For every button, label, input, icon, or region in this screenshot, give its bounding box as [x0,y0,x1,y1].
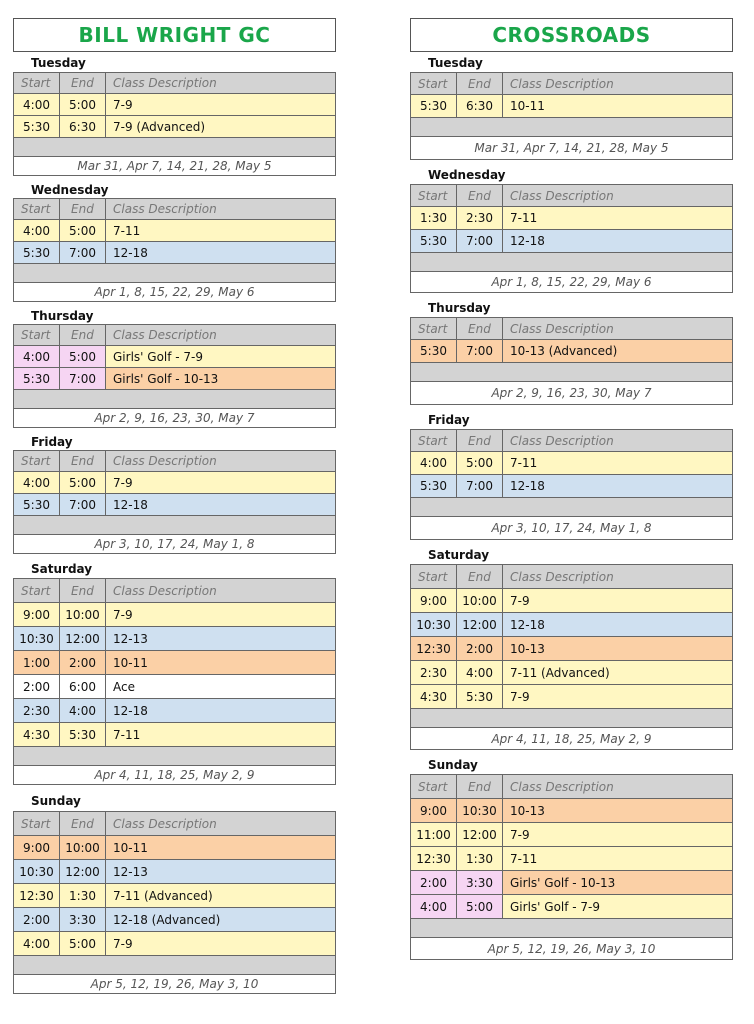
header-start: Start [411,775,457,799]
header-start: Start [14,325,60,346]
start-time: 10:30 [14,860,60,884]
session-dates: Apr 1, 8, 15, 22, 29, May 6 [411,272,733,293]
class-description: Ace [106,675,336,699]
header-start: Start [411,185,457,207]
table-row [411,847,733,871]
end-time: 5:00 [60,220,106,242]
session-dates-row [14,766,336,785]
header-description: Class Description [503,565,733,589]
start-time: 1:00 [14,651,60,675]
start-time: 2:00 [14,908,60,932]
end-time: 10:00 [60,836,106,860]
table-row [411,661,733,685]
spacer-row [14,516,336,535]
table-row [14,603,336,627]
end-time: 12:00 [60,627,106,651]
header-start: Start [14,451,60,472]
day-block [410,52,733,160]
end-time: 10:30 [457,799,503,823]
schedule-table [410,429,733,540]
table-row [14,651,336,675]
table-header-row [411,430,733,452]
day-label: Thursday [31,309,94,323]
day-block [13,180,336,302]
table-header-row [14,451,336,472]
table-row [14,368,336,390]
end-time: 12:00 [457,613,503,637]
class-description: 7-11 [503,207,733,230]
spacer-cell [411,919,733,938]
start-time: 2:00 [411,871,457,895]
spacer-row [14,390,336,409]
venue-column-crossroads [410,18,733,960]
start-time: 4:00 [14,220,60,242]
table-row [14,116,336,138]
schedule-table [13,198,336,302]
start-time: 12:30 [14,884,60,908]
start-time: 4:00 [411,452,457,475]
spacer-row [14,138,336,157]
spacer-row [411,253,733,272]
class-description: 12-18 [503,230,733,253]
class-description: 7-9 [106,472,336,494]
class-description: 7-9 [106,94,336,116]
spacer-row [411,709,733,728]
table-row [14,836,336,860]
spacer-cell [14,390,336,409]
table-row [14,699,336,723]
day-block [13,306,336,428]
header-start: Start [14,73,60,94]
session-dates: Apr 2, 9, 16, 23, 30, May 7 [411,382,733,405]
start-time: 4:00 [411,895,457,919]
start-time: 11:00 [411,823,457,847]
start-time: 5:30 [14,368,60,390]
start-time: 5:30 [411,230,457,253]
class-description: 7-11 [503,847,733,871]
start-time: 5:30 [14,116,60,138]
session-dates: Apr 3, 10, 17, 24, May 1, 8 [411,517,733,540]
table-header-row [14,325,336,346]
end-time: 3:30 [457,871,503,895]
day-block [410,297,733,405]
table-header-row [411,185,733,207]
day-label: Thursday [428,301,491,315]
class-description: 10-13 (Advanced) [503,340,733,363]
table-row [14,472,336,494]
venue-title: CROSSROADS [410,18,733,52]
table-header-row [411,775,733,799]
spacer-cell [14,138,336,157]
table-header-row [411,318,733,340]
table-row [14,627,336,651]
table-row [14,723,336,747]
session-dates: Apr 5, 12, 19, 26, May 3, 10 [411,938,733,960]
day-label: Tuesday [428,56,483,70]
end-time: 7:00 [60,494,106,516]
spacer-row [411,498,733,517]
header-description: Class Description [503,185,733,207]
start-time: 9:00 [14,603,60,627]
spacer-row [14,747,336,766]
table-header-row [14,73,336,94]
header-start: Start [411,430,457,452]
day-label: Wednesday [31,183,109,197]
spacer-cell [411,253,733,272]
session-dates: Apr 2, 9, 16, 23, 30, May 7 [14,409,336,428]
end-time: 7:00 [457,340,503,363]
end-time: 3:30 [60,908,106,932]
table-row [411,340,733,363]
header-start: Start [14,812,60,836]
header-end: End [60,325,106,346]
class-description: Girls' Golf - 10-13 [503,871,733,895]
table-header-row [14,812,336,836]
table-row [14,494,336,516]
start-time: 5:30 [14,242,60,264]
class-description: 7-9 [503,589,733,613]
class-description: 7-11 [503,452,733,475]
table-row [411,823,733,847]
session-dates: Apr 3, 10, 17, 24, May 1, 8 [14,535,336,554]
start-time: 4:30 [411,685,457,709]
start-time: 10:30 [411,613,457,637]
session-dates: Apr 4, 11, 18, 25, May 2, 9 [14,766,336,785]
table-row [411,95,733,118]
header-description: Class Description [106,579,336,603]
day-block [410,164,733,293]
session-dates-row [411,938,733,960]
end-time: 5:00 [60,932,106,956]
session-dates-row [14,975,336,994]
header-end: End [457,430,503,452]
end-time: 6:00 [60,675,106,699]
header-start: Start [411,318,457,340]
class-description: 7-9 [106,603,336,627]
start-time: 4:00 [14,472,60,494]
schedule-table [13,72,336,176]
table-row [14,242,336,264]
schedule-table [13,811,336,994]
schedule-table [13,578,336,785]
end-time: 10:00 [60,603,106,627]
spacer-cell [14,747,336,766]
class-description: 7-11 (Advanced) [503,661,733,685]
end-time: 5:00 [60,346,106,368]
session-dates-row [411,382,733,405]
schedule-table [410,774,733,960]
end-time: 5:30 [457,685,503,709]
session-dates: Apr 5, 12, 19, 26, May 3, 10 [14,975,336,994]
table-row [14,932,336,956]
start-time: 9:00 [411,589,457,613]
class-description: 12-18 [106,699,336,723]
start-time: 1:30 [411,207,457,230]
end-time: 2:00 [457,637,503,661]
schedule-table [410,317,733,405]
end-time: 10:00 [457,589,503,613]
schedule-table [13,450,336,554]
table-header-row [411,565,733,589]
spacer-row [411,363,733,382]
spacer-row [411,919,733,938]
end-time: 7:00 [457,230,503,253]
venue-title: BILL WRIGHT GC [13,18,336,52]
day-label: Wednesday [428,168,506,182]
start-time: 2:00 [14,675,60,699]
spacer-cell [411,118,733,137]
day-block [13,789,336,994]
day-label: Saturday [428,548,490,562]
end-time: 5:30 [60,723,106,747]
day-block [410,544,733,750]
class-description: 12-18 [503,475,733,498]
session-dates-row [14,535,336,554]
header-end: End [457,73,503,95]
class-description: Girls' Golf - 10-13 [106,368,336,390]
spacer-row [14,956,336,975]
start-time: 4:00 [14,346,60,368]
header-description: Class Description [503,73,733,95]
class-description: 7-9 (Advanced) [106,116,336,138]
header-description: Class Description [106,199,336,220]
table-header-row [411,73,733,95]
schedule-table [410,564,733,750]
start-time: 4:00 [14,94,60,116]
session-dates: Apr 4, 11, 18, 25, May 2, 9 [411,728,733,750]
day-block [13,52,336,176]
day-label: Saturday [31,562,93,576]
session-dates: Apr 1, 8, 15, 22, 29, May 6 [14,283,336,302]
day-block [13,558,336,785]
day-label: Sunday [31,794,81,808]
day-block [410,409,733,540]
spacer-cell [411,709,733,728]
header-start: Start [411,73,457,95]
header-end: End [457,318,503,340]
session-dates: Mar 31, Apr 7, 14, 21, 28, May 5 [14,157,336,176]
class-description: 12-13 [106,860,336,884]
session-dates-row [14,283,336,302]
table-header-row [14,579,336,603]
session-dates-row [14,157,336,176]
class-description: 10-13 [503,799,733,823]
table-row [411,799,733,823]
header-start: Start [14,199,60,220]
header-description: Class Description [106,812,336,836]
session-dates-row [411,272,733,293]
session-dates: Mar 31, Apr 7, 14, 21, 28, May 5 [411,137,733,160]
class-description: 7-11 [106,220,336,242]
header-end: End [457,565,503,589]
schedule-table [410,72,733,160]
class-description: 12-18 (Advanced) [106,908,336,932]
header-description: Class Description [106,73,336,94]
end-time: 5:00 [60,472,106,494]
header-description: Class Description [106,325,336,346]
day-block [13,432,336,554]
spacer-row [411,118,733,137]
session-dates-row [411,517,733,540]
header-description: Class Description [503,775,733,799]
start-time: 9:00 [411,799,457,823]
header-description: Class Description [503,430,733,452]
start-time: 5:30 [14,494,60,516]
class-description: 7-9 [503,685,733,709]
start-time: 2:30 [14,699,60,723]
end-time: 4:00 [457,661,503,685]
table-row [14,860,336,884]
day-label: Tuesday [31,56,86,70]
start-time: 5:30 [411,340,457,363]
table-row [411,452,733,475]
end-time: 6:30 [60,116,106,138]
end-time: 1:30 [60,884,106,908]
table-row [14,220,336,242]
class-description: 12-18 [106,242,336,264]
session-dates-row [411,728,733,750]
day-label: Friday [428,413,470,427]
schedule-table [13,324,336,428]
day-label: Sunday [428,758,478,772]
end-time: 1:30 [457,847,503,871]
header-description: Class Description [503,318,733,340]
spacer-row [14,264,336,283]
start-time: 12:30 [411,847,457,871]
class-description: 7-9 [503,823,733,847]
table-row [411,895,733,919]
header-description: Class Description [106,451,336,472]
class-description: 10-11 [503,95,733,118]
start-time: 4:30 [14,723,60,747]
end-time: 7:00 [60,242,106,264]
class-description: 7-11 (Advanced) [106,884,336,908]
end-time: 12:00 [60,860,106,884]
class-description: 10-11 [106,836,336,860]
day-label: Friday [31,435,73,449]
end-time: 2:00 [60,651,106,675]
table-row [411,589,733,613]
header-end: End [457,185,503,207]
end-time: 5:00 [60,94,106,116]
class-description: Girls' Golf - 7-9 [106,346,336,368]
header-start: Start [14,579,60,603]
table-row [14,675,336,699]
spacer-cell [14,516,336,535]
table-row [14,346,336,368]
schedule-list [410,52,733,960]
header-end: End [60,579,106,603]
header-end: End [60,451,106,472]
start-time: 12:30 [411,637,457,661]
end-time: 7:00 [60,368,106,390]
header-end: End [60,199,106,220]
end-time: 6:30 [457,95,503,118]
start-time: 4:00 [14,932,60,956]
class-description: 7-9 [106,932,336,956]
table-row [411,637,733,661]
day-block [410,754,733,960]
spacer-cell [411,363,733,382]
end-time: 12:00 [457,823,503,847]
table-row [411,475,733,498]
session-dates-row [14,409,336,428]
start-time: 5:30 [411,475,457,498]
start-time: 9:00 [14,836,60,860]
start-time: 2:30 [411,661,457,685]
table-row [14,94,336,116]
header-end: End [60,812,106,836]
table-row [411,613,733,637]
session-dates-row [411,137,733,160]
start-time: 5:30 [411,95,457,118]
class-description: 10-13 [503,637,733,661]
class-description: 10-11 [106,651,336,675]
header-start: Start [411,565,457,589]
class-description: 12-18 [503,613,733,637]
spacer-cell [14,264,336,283]
end-time: 7:00 [457,475,503,498]
header-end: End [60,73,106,94]
table-row [14,884,336,908]
table-row [411,685,733,709]
start-time: 10:30 [14,627,60,651]
class-description: 7-11 [106,723,336,747]
end-time: 2:30 [457,207,503,230]
spacer-cell [14,956,336,975]
class-description: Girls' Golf - 7-9 [503,895,733,919]
end-time: 5:00 [457,452,503,475]
class-description: 12-18 [106,494,336,516]
table-row [411,207,733,230]
class-description: 12-13 [106,627,336,651]
table-row [411,871,733,895]
header-end: End [457,775,503,799]
table-row [411,230,733,253]
spacer-cell [411,498,733,517]
table-header-row [14,199,336,220]
schedule-table [410,184,733,293]
end-time: 5:00 [457,895,503,919]
end-time: 4:00 [60,699,106,723]
schedule-list [13,52,336,994]
venue-column-bill-wright [13,18,336,994]
table-row [14,908,336,932]
